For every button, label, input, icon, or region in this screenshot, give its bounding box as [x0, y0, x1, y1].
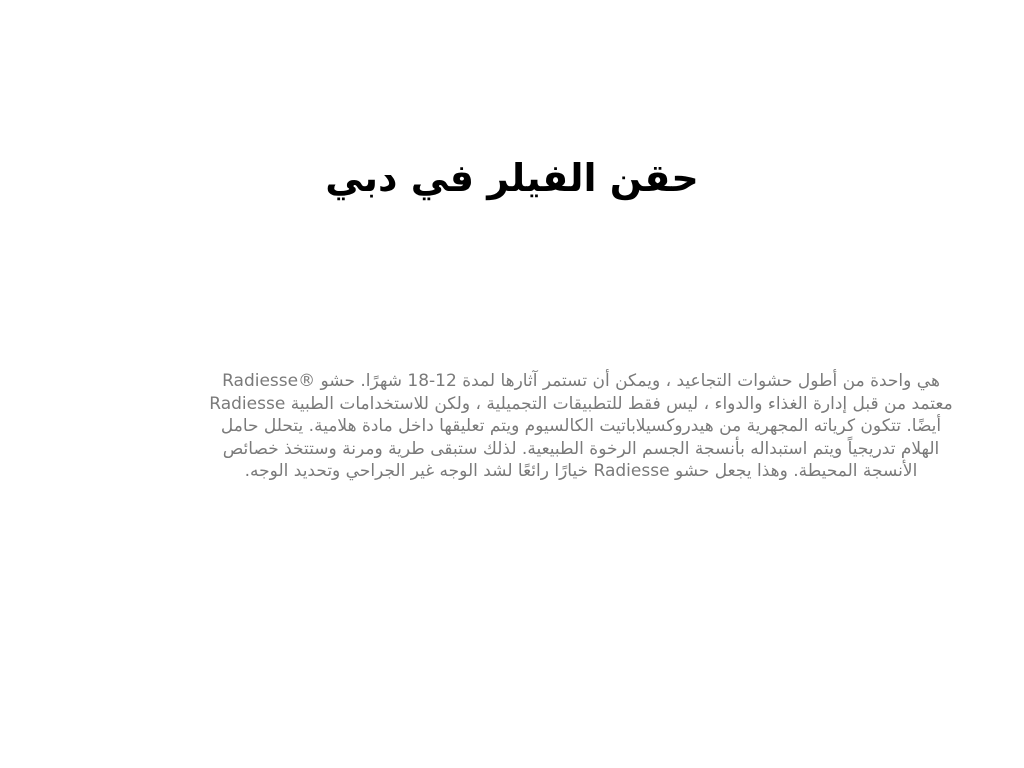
body-line-1: هي واحدة من أطول حشوات التجاعيد ، ويمكن أن تستمر آثارها لمدة 12-18 شهرًا. حشو ®Radiesse [222, 371, 940, 391]
body-line-4: الهلام تدريجياً ويتم استبداله بأنسجة الجسم الرخوة الطبيعية. لذلك ستبقى طرية ومرنة وستتخذ خصائص [222, 438, 940, 459]
body-line-5: الأنسجة المحيطة. وهذا يجعل حشو Radiesse خيارًا رائعًا لشد الوجه غير الجراحي وتحديد الوجه. [244, 461, 918, 481]
body-line-3: أيضًا. تتكون كرياته المجهرية من هيدروكسيلاباتيت الكالسيوم ويتم تعليقها داخل مادة هلامية. يتحلل حامل [220, 416, 942, 436]
slide-body [166, 370, 996, 483]
body-line-2: معتمد من قبل إدارة الغذاء والدواء ، ليس فقط للتطبيقات التجميلية ، ولكن للاستخدامات الطبية Radiesse [209, 393, 953, 414]
slide-title: حقن الفيلر في دبي [325, 156, 699, 200]
